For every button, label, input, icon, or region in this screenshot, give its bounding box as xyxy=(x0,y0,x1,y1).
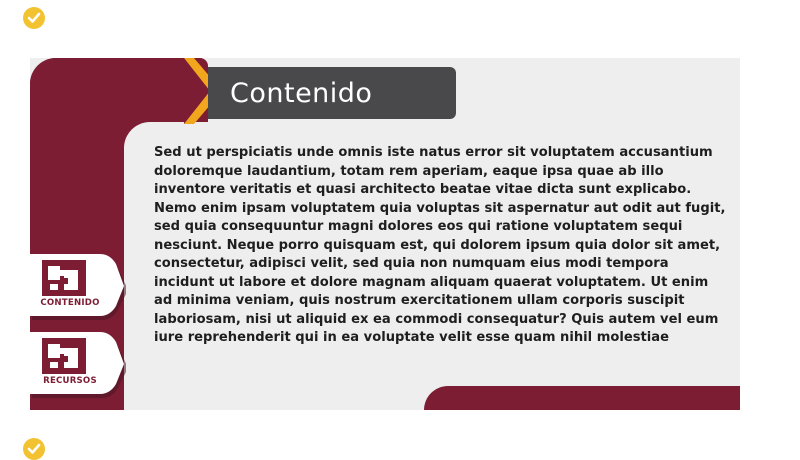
contenido-label: CONTENIDO xyxy=(40,298,100,308)
page-title-box xyxy=(208,67,456,119)
contenido-button[interactable] xyxy=(30,252,126,322)
puzzle-icon xyxy=(42,338,86,374)
check-circle-icon xyxy=(23,438,45,460)
content-paragraph: Sed ut perspiciatis unde omnis iste natus error sit voluptatem accusantium doloremque laudantium, totam rem aperiam, eaque ipsa quae ab illo inventore veritatis et quasi architecto beatae vitae dicta sunt explicabo. Nemo enim ipsam voluptatem quia voluptas sit aspernatur aut odit aut fugit, sed quia consequuntur magni dolores eos qui ratione voluptatem sequi nesciunt. Neque porro quisquam est, qui dolorem ipsum quia dolor sit amet, consectetur, adipisci velit, sed quia non numquam eius modi tempora incidunt ut labore et dolore magnam aliquam quaerat voluptatem. Ut enim ad minima veniam, quis nostrum exercitationem ullam corporis suscipit laboriosam, nisi ut aliquid ex ea commodi consequatur? Quis autem vel eum iure reprehenderit qui in ea voluptate velit esse quam nihil molestiae xyxy=(154,145,726,345)
recursos-button[interactable] xyxy=(30,330,126,400)
bottom-band xyxy=(424,386,740,410)
check-circle-icon xyxy=(23,7,45,29)
page-title: Contenido xyxy=(230,77,373,109)
puzzle-icon xyxy=(42,260,86,296)
header-band xyxy=(30,58,208,122)
recursos-label: RECURSOS xyxy=(43,376,97,386)
